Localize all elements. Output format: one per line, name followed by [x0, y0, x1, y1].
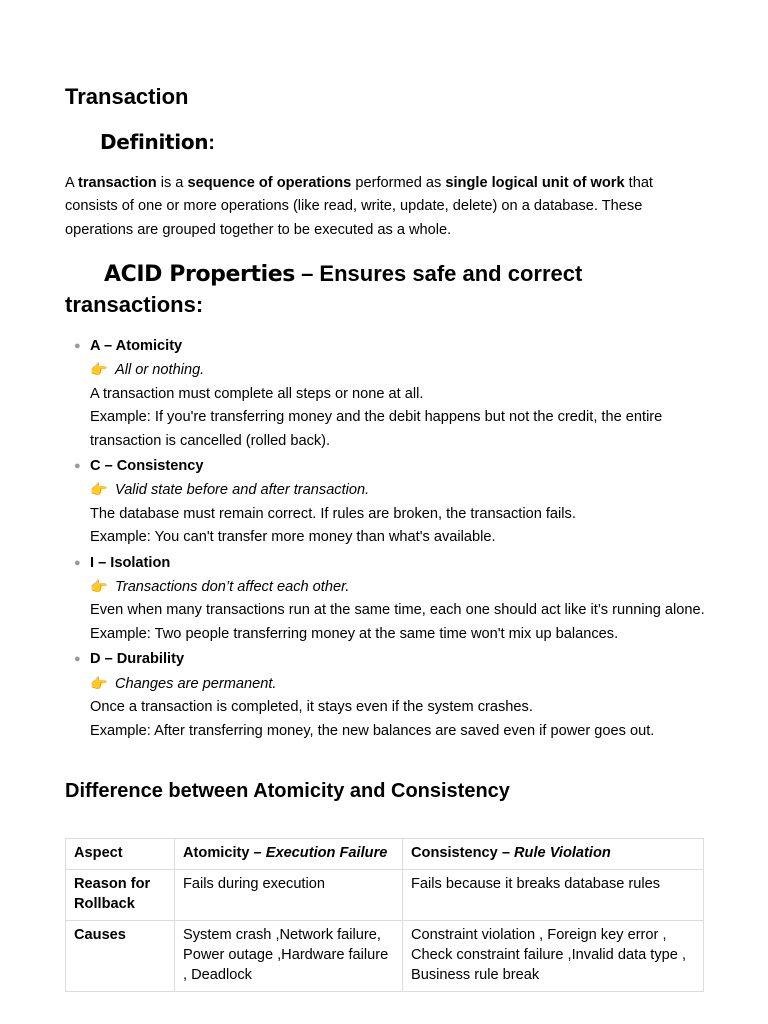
pointing-hand-icon: 👉: [90, 481, 108, 498]
table-cell: Constraint violation , Foreign key error , Check constraint failure ,Invalid data type , Business rule break: [403, 921, 704, 992]
pointing-hand-icon: 👉: [90, 674, 108, 691]
table-header-row: [66, 839, 704, 870]
def-text-bold-unit: single logical unit of work: [445, 175, 625, 191]
list-item-isolation: [65, 552, 705, 647]
tagline-text: Valid state before and after transaction.: [115, 482, 370, 499]
table-cell: Fails during execution: [175, 870, 403, 921]
table-cell: System crash ,Network failure, Power outage ,Hardware failure , Deadlock: [175, 921, 403, 992]
list-item-consistency: [65, 455, 705, 550]
difference-heading: Difference between Atomicity and Consistency: [65, 780, 510, 802]
property-tagline: [90, 575, 705, 599]
def-text-part: performed as: [351, 175, 446, 191]
table-cell: Fails because it breaks database rules: [403, 870, 704, 921]
list-item-atomicity: [65, 335, 705, 453]
header-consistency: [403, 839, 704, 870]
tagline-text: All or nothing.: [115, 362, 205, 379]
property-title: C – Consistency: [90, 458, 204, 475]
property-description: The database must remain correct. If rules are broken, the transaction fails.: [90, 505, 576, 522]
property-title: I – Isolation: [90, 554, 171, 571]
property-title: D – Durability: [90, 651, 185, 668]
bullet-icon: ●: [74, 340, 81, 352]
property-description: Even when many transactions run at the same time, each one should act like it’s running alone.: [90, 602, 705, 619]
acid-properties-list: [65, 335, 705, 745]
acid-heading: [65, 259, 705, 320]
header-atomicity-em: Execution Failure: [265, 845, 388, 861]
list-item-durability: [65, 648, 705, 743]
def-text-part: is a: [156, 175, 188, 191]
table-row: [66, 870, 704, 921]
bullet-icon: ●: [74, 653, 81, 666]
table-cell-aspect: Causes: [66, 921, 175, 992]
property-tagline: [90, 672, 705, 696]
def-text-bold-sequence: sequence of operations: [187, 175, 352, 191]
property-title: A – Atomicity: [90, 338, 183, 354]
definition-heading: [100, 130, 215, 155]
table-row: [66, 921, 704, 992]
header-consistency-label: Consistency –: [411, 845, 515, 861]
comparison-table: [65, 838, 704, 992]
property-example: Example: After transferring money, the new balances are saved even if power goes out.: [90, 722, 655, 739]
pointing-hand-icon: 👉: [90, 578, 108, 595]
definition-heading-text: Definition: [100, 130, 209, 154]
definition-paragraph: [65, 172, 705, 242]
bullet-icon: ●: [74, 556, 81, 569]
definition-heading-colon: :: [208, 132, 215, 154]
def-text-bold-transaction: transaction: [77, 175, 157, 191]
header-consistency-em: Rule Violation: [514, 845, 611, 861]
property-example: Example: You can't transfer more money than what's available.: [90, 529, 496, 546]
property-tagline: [90, 358, 705, 382]
bullet-icon: ●: [74, 460, 81, 473]
table-cell-aspect: Reason for Rollback: [66, 870, 175, 921]
def-text-part: that consists of one or more operations (like read, write, update, delete) on a database. These operations are grouped together to be executed as a whole.: [65, 175, 653, 238]
property-tagline: [90, 478, 705, 502]
acid-heading-rest: – Ensures safe and correct transactions:: [65, 261, 583, 317]
acid-heading-strong: ACID Properties: [104, 262, 295, 287]
tagline-text: Transactions don’t affect each other.: [115, 579, 350, 596]
property-example: Example: Two people transferring money at the same time won't mix up balances.: [90, 625, 619, 642]
property-example: Example: If you're transferring money and the debit happens but not the credit, the entire transaction is cancelled (rolled back).: [90, 409, 663, 449]
header-atomicity: [175, 839, 403, 870]
pointing-hand-icon: 👉: [90, 361, 108, 378]
property-description: A transaction must complete all steps or none at all.: [90, 385, 424, 402]
tagline-text: Changes are permanent.: [115, 675, 277, 692]
header-atomicity-label: Atomicity –: [183, 845, 266, 861]
page-title: Transaction: [65, 84, 189, 109]
property-description: Once a transaction is completed, it stays even if the system crashes.: [90, 699, 533, 716]
def-text-part: A: [65, 175, 78, 191]
header-aspect: Aspect: [66, 839, 175, 870]
